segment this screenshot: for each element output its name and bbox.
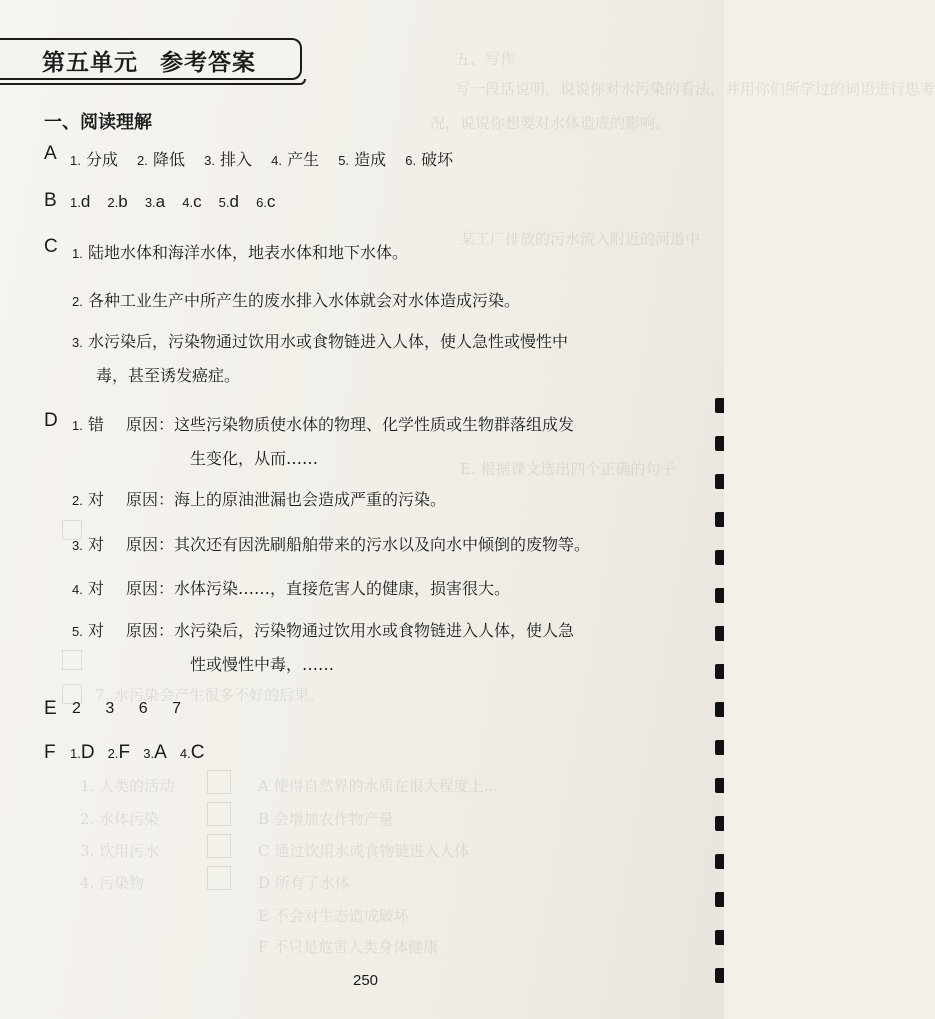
part-d-item: 5. 对 原因：水污染后，污染物通过饮用水或食物链进入人体，使人急 性或慢性中毒，…… — [72, 621, 574, 674]
answer-item: 4. 产生 — [271, 150, 320, 169]
answer-item: 3.A — [143, 742, 167, 763]
answer-item: 2.F — [107, 742, 131, 763]
part-a-letter: A — [44, 143, 57, 164]
answer-value: 7 — [172, 700, 181, 717]
part-d-item: 4. 对 原因：水体污染……，直接危害人的健康，损害很大。 — [72, 579, 510, 598]
part-d-item: 2. 对 原因：海上的原油泄漏也会造成严重的污染。 — [72, 490, 446, 509]
part-a-answers — [70, 147, 467, 170]
part-e-answers — [72, 700, 201, 718]
answer-item: 2. 降低 — [137, 150, 185, 169]
part-d-item: 3. 对 原因：其次还有因洗刷船舶带来的污水以及向水中倾倒的废物等。 — [72, 535, 590, 554]
answer-item: 3. 排入 — [204, 150, 253, 169]
part-d-item: 1. 错 原因：这些污染物质使水体的物理、化学性质或生物群落组成发 生变化，从而…… — [72, 415, 574, 468]
answer-item: 6. 破坏 — [405, 150, 454, 169]
answer-item: 4.c — [182, 192, 202, 211]
answer-value: 6 — [138, 700, 148, 717]
part-f-answers — [70, 742, 212, 764]
answer-item: 1.D — [70, 742, 95, 763]
answer-item: 5.d — [218, 192, 239, 211]
unit-label: 第五单元 — [42, 50, 138, 76]
part-f-letter: F — [44, 742, 56, 763]
part-b-letter: B — [44, 190, 57, 211]
answer-key-title: 参考答案 — [160, 50, 256, 76]
part-c-item: 3. 水污染后，污染物通过饮用水或食物链进入人体，使人急性或慢性中 毒，甚至诱发癌症。 — [72, 332, 568, 385]
part-c-item: 1. 陆地水体和海洋水体，地表水体和地下水体。 — [72, 243, 408, 262]
answer-item: 5. 造成 — [338, 150, 387, 169]
part-c-letter: C — [44, 236, 58, 257]
section-title: 一、阅读理解 — [44, 112, 152, 133]
part-b-answers — [70, 192, 287, 212]
page-number: 250 — [353, 972, 379, 989]
answer-value: 3 — [105, 700, 115, 717]
page: 五、写作 写一段话说明，说说你对水污染的看法，并用你们所学过的词语进行思考 况，说说你想要对水体造成的影响。 某工厂排放的污水流入附近的河道中 E. 根据课文选出四个正确的句子 7. 水污染会产生很多不好的后果。 1. 人类的活动 2. 水体污染 3. 饮用污水 4. 污染物 A 使得自然界的水质在很大程度上... B 会增加农作物产量 C 通过饮用水或食物链进入人体 D 所有了水体 E 不会对生态造成破坏 F 不只是危害人类身体健康 第五单元 参考答案 一、阅读理解 A 1. 分成 2. 降低 3. 排入 4. 产生 5. 造成 6. 破坏 B 1.d 2.b 3.a 4.c 5.d 6.c C 1. 陆地水体和海洋水体，地表水体和地下水体。 2. 各种工业生产中所产生的废水排入水体就会对水体造成污染。 3. 水污染后，污染物通过饮用水或食物链进入人体，使人急性或慢性中 毒，甚至诱发癌症。 D 1. 错 原因：这些污染物质使水体的物理、化学性质或生物群落组成发 生变化，从而…… 2. 对 原因：海上的原油泄漏也会造成严重的污染。 3. 对 原因：其次还有因洗刷船舶带来的污水以及向水中倾倒的废物等。 4. 对 原因：水体污染……，直接危害人的健康，损害很大。 5. 对 原因：水污染后，污染物通过饮用水或食物链进入人体，使人急 性或慢性中毒，…… E 2 3 6 7 F 1.D 2.F 3.A 4.C 250 — [0, 0, 724, 1019]
answer-item: 3.a — [144, 192, 166, 211]
answer-item: 1. 分成 — [70, 150, 118, 169]
unit-header — [42, 44, 256, 77]
part-c-item: 2. 各种工业生产中所产生的废水排入水体就会对水体造成污染。 — [72, 291, 520, 310]
answer-item: 6.c — [256, 192, 276, 211]
answer-item: 4.C — [179, 742, 205, 763]
part-e-letter: E — [44, 698, 57, 719]
answer-item: 2.b — [107, 192, 128, 211]
part-d-letter: D — [44, 410, 58, 431]
answer-value: 2 — [72, 700, 81, 717]
answer-item: 1.d — [70, 192, 91, 211]
